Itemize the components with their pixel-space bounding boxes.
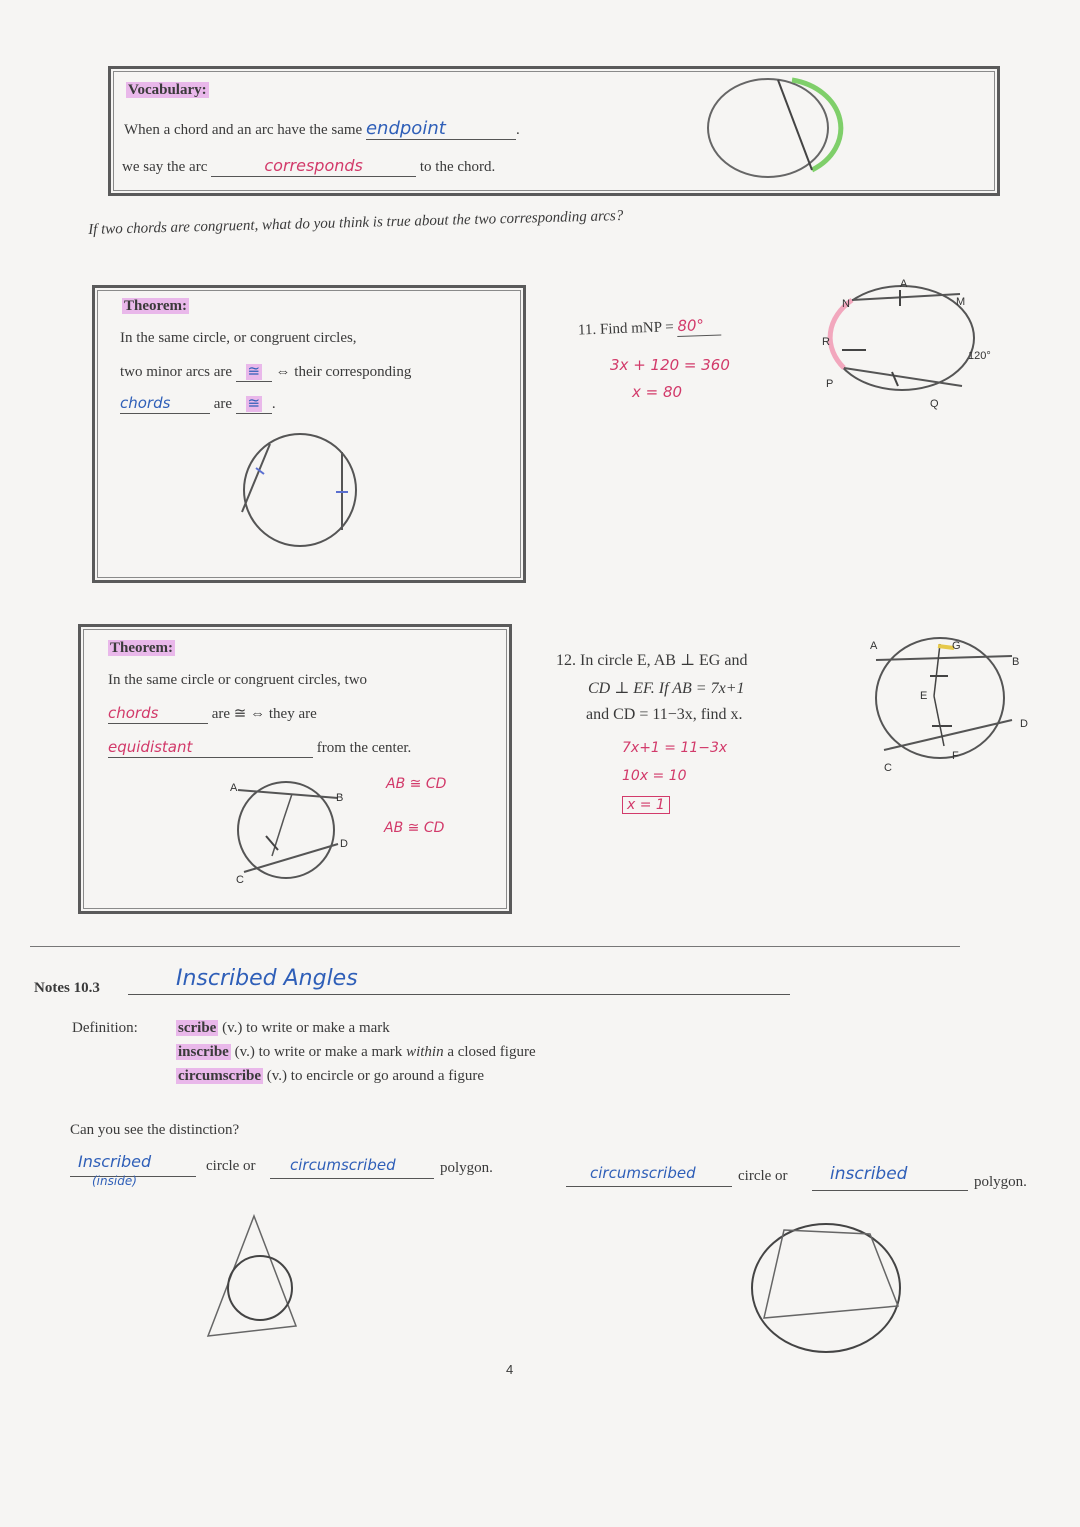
problem12-line3: and CD = 11−3x, find x. [586, 706, 743, 723]
theorem1-line2: two minor arcs are ≅ ⇔ their corresponding [120, 364, 412, 380]
left-inside-note: (inside) [92, 1174, 137, 1188]
p12-label-F: F [952, 750, 959, 762]
theorem1-line3: chords are ≅ . [120, 394, 276, 412]
endpoint-answer: endpoint [365, 118, 446, 139]
p12-label-A: A [870, 640, 878, 652]
theorem2-chords-answer: chords [108, 704, 159, 722]
p11-label-arc: 120° [968, 350, 991, 362]
vocab-circle-diagram [700, 72, 840, 184]
problem11-work2: x = 80 [632, 383, 683, 401]
p12-label-B: B [1012, 656, 1020, 668]
theorem2-line1: In the same circle or congruent circles, two [108, 672, 368, 688]
chords-question: If two chords are congruent, what do you think is true about the two corresponding arcs? [88, 207, 624, 238]
page-number: 4 [506, 1362, 514, 1377]
p12-label-C: C [884, 762, 892, 774]
left-circumscribed-answer: circumscribed [290, 1156, 396, 1174]
p11-label-N: N [842, 298, 850, 310]
distinction-question: Can you see the distinction? [70, 1122, 240, 1138]
left-distinction-end: polygon. [440, 1160, 493, 1176]
theorem2-title: Theorem: [110, 640, 174, 656]
theorem2-line3: equidistant from the center. [108, 738, 412, 756]
notes-label: Notes 10.3 [34, 980, 100, 996]
chords-answer: chords [120, 394, 171, 412]
theorem2-note1: AB ≅ CD [386, 776, 447, 792]
theorem1-line1: In the same circle, or congruent circles, [120, 330, 357, 346]
p11-label-P: P [826, 378, 834, 390]
problem12-diagram [862, 630, 1032, 770]
definition-scribe: scribe (v.) to write or make a mark [178, 1020, 390, 1036]
p11-label-R: R [822, 336, 830, 348]
right-inscribed-answer: inscribed [830, 1164, 908, 1184]
t2-label-A: A [230, 782, 238, 794]
theorem1-title: Theorem: [124, 298, 188, 314]
problem12-line2: CD ⊥ EF. If AB = 7x+1 [588, 680, 745, 697]
p11-label-Q: Q [930, 398, 939, 410]
problem12-work1: 7x+1 = 11−3x [622, 740, 728, 756]
theorem2-line2: chords are ≅ ⇔ they are [108, 704, 317, 722]
theorem2-diagram [220, 776, 370, 888]
equidistant-answer: equidistant [108, 738, 193, 756]
problem11-prompt: 11. Find mNP = 80° [578, 316, 722, 341]
vocabulary-title: Vocabulary: [128, 82, 207, 98]
t2-label-B: B [336, 792, 344, 804]
right-circumscribed-answer: circumscribed [590, 1164, 696, 1182]
notes-title: Inscribed Angles [176, 966, 358, 991]
inscribed-circle-figure [192, 1208, 322, 1348]
t2-label-D: D [340, 838, 348, 850]
p12-label-E: E [920, 690, 928, 702]
right-distinction-mid: circle or [738, 1168, 788, 1184]
corresponds-answer: corresponds [264, 156, 363, 175]
problem11-answer: 80° [677, 316, 705, 336]
p11-label-M: M [956, 296, 966, 308]
p11-label-A: A [900, 278, 908, 290]
left-distinction-mid: circle or [206, 1158, 256, 1174]
definition-inscribe: inscribe (v.) to write or make a mark within a closed figure [178, 1044, 536, 1060]
problem11-work1: 3x + 120 = 360 [610, 356, 730, 374]
vocabulary-line2: we say the arc corresponds to the chord. [122, 156, 496, 175]
vocabulary-line1: When a chord and an arc have the same endpoint . [124, 118, 520, 139]
definition-circumscribe: circumscribe (v.) to encircle or go around a figure [178, 1068, 485, 1084]
definition-label: Definition: [72, 1020, 138, 1036]
theorem2-note2: AB ≅ CD [384, 820, 445, 836]
problem12-work2: 10x = 10 [622, 768, 687, 784]
left-inscribed-answer: Inscribed [78, 1152, 152, 1171]
p12-label-G: G [952, 640, 961, 652]
inscribed-polygon-figure [746, 1214, 916, 1364]
p12-label-D: D [1020, 718, 1028, 730]
t2-label-C: C [236, 874, 244, 886]
section-divider [30, 946, 960, 947]
problem12-line1: 12. In circle E, AB ⊥ EG and [556, 652, 748, 669]
problem12-answer: x = 1 [622, 796, 670, 814]
theorem1-circle-diagram [236, 430, 376, 554]
right-distinction-end: polygon. [974, 1174, 1027, 1190]
